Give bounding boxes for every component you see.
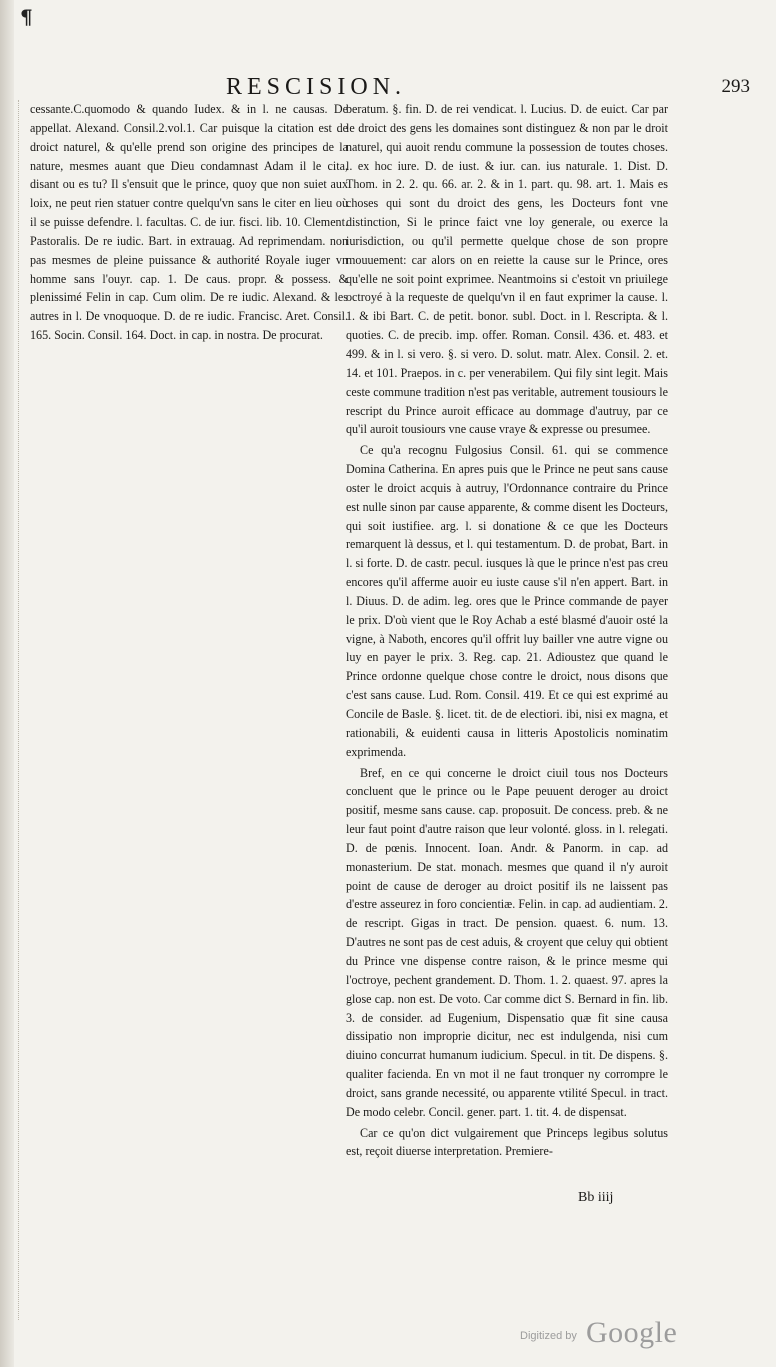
right-paragraph-3: Bref, en ce qui concerne le droict ciuil tous nos Docteurs concluent que le prince ou le Pape peuuent deroger au droict positif, mesme sans cause. cap. proposuit. De concess. preb. & ne leur faut point d'autre raison que leur volonté. gloss. in l. relegati. D. de pœnis. Innocent. Ioan. Andr. & Panorm. in cap. ad monasterium. De stat. monach. mesmes que quand il n'y auroit point de cause de deroger au droict positif ils ne laissent pas d'estre asseurez in foro concientiæ. Felin. in cap. ad audientiam. 2. de rescript. Gigas in tract. De pension. quaest. 6. num. 13. D'autres ne sont pas de cest aduis, & croyent que celuy qui obtient du Prince vne dispense contre raison, & le prince mesme qui l'octroye, pechent grandement. D. Thom. 1. 2. quaest. 97. apres la glose cap. non est. De voto. Car comme dict S. Bernard in fin. lib. 3. de consider. ad Eugenium, Dispensatio quæ fit sine causa dissipatio non improprie dicitur, nec est indulgenda, nisi cum diuino concurrat humanum iudicium. Specul. in tit. De dispens. §. qualiter facienda. En vn mot il ne faut tronquer ny corrompre le droict, sans grande necessité, ou apparente vtilité Specul. in tract. De modo celebr. Concil. gener. part. 1. tit. 4. de dispensat. (346, 765, 668, 1119)
google-logo: Google (585, 1316, 678, 1349)
watermark-prefix: Digitized by (520, 1330, 577, 1342)
running-title: RESCISION. (226, 74, 407, 100)
left-paragraph-1: cessante.C.quomodo & quando Iudex. & in l. ne causas. De appellat. Alexand. Consil.2.vol.1. Car puisque la citation est de droict naturel, & qu'elle prend son origine des principes de la nature, mesmes auant que Dieu condamnast Adam il le cita, disant ou es tu? Il s'ensuit que le prince, quoy que non suiet aux loix, ne peut rien statuer contre quelqu'vn sans le citer en lieu où il se puisse defendre. l. facultas. C. de iur. fisci. lib. 10. Clement. Pastoralis. De re iudic. Bart. in extrauag. Ad reprimendam. non pas mesmes de pleine puissance & authorité Royale iuger vn homme sans l'ouyr. cap. 1. De caus. propr. & possess. & plenissimé Felin in cap. Cum olim. De re iudic. Alexand. & les autres in l. De vnoquoque. D. de re iudic. Francisc. Aret. Consil. 165. Socin. Consil. 164. Doct. in cap. in nostra. De procurat. (30, 102, 348, 343)
signature-mark: Bb iiij (578, 1190, 614, 1205)
right-paragraph-2: Ce qu'a recognu Fulgosius Consil. 61. qui se commence Domina Catherina. En apres puis que le Prince ne peut sans cause oster le droict acquis à autruy, l'Ordonnance contraire du Prince est nulle sinon par cause apparente, & comme disent les Docteurs, qui soit iustifiee. arg. l. si donatione & ce que les Docteurs remarquent là dessus, et l. qui testamentum. D. de probat, Bart. in l. si forte. D. de castr. pecul. iusques là que le prince n'est pas creu encores qu'il afferme auoir eu iuste cause s'il n'en appert. Bart. in l. Diuus. D. de adim. leg. ores que le Prince commande de payer le prix. D'où vient que le Roy Achab a esté blasmé d'auoir osté la vigne, à Naboth, encores qu'il offrit luy bailler vne autre vigne ou luy en payer le prix. 3. Reg. cap. 21. Adioustez que quand le Prince ordonne quelque chose contre le droict, nous disons que c'est sans cause. Lud. Rom. Consil. 419. Et ce qui est exprimé au Concile de Basle. §. licet. tit. de de electiori. ibi, nisi ex magna, et rationabili, & euidenti causa in litteris Apostolicis nominatim exprimenda. (346, 443, 668, 759)
page-number: 293 (721, 76, 750, 97)
corner-mark: ¶ (20, 5, 33, 29)
margin-marks (18, 100, 23, 1320)
right-paragraph-4: Car ce qu'on dict vulgairement que Princeps legibus solutus est, reçoit diuerse interpretation. Premiere- (346, 1125, 668, 1159)
page-gutter (0, 0, 14, 1367)
right-paragraph-1: beratum. §. fin. D. de rei vendicat. l. Lucius. D. de euict. Car par le droict des gens les domaines sont distinguez & non par le droit naturel, qui auoit rendu commune la possession de toutes choses. l. ex hoc iure. D. de iust. & iur. can. ius naturale. 1. Dist. D. Thom. in 2. 2. qu. 66. ar. 2. & in 1. part. qu. 98. art. 1. Mais es choses qui sont du droict des gens, les Docteurs font vne distinction, Si le prince faict vne loy generale, ou exerce la iurisdiction, ou qu'il permette quelque chose de son propre mouuement: car alors on en reiette la cause sur le Prince, ores qu'elle ne soit point exprimee. Neantmoins si c'estoit vn priuilege octroyé à la requeste de quelqu'vn il en faut exprimer la cause. l. 1. & ibi Bart. C. de petit. bonor. subl. Doct. in l. Rescripta. & l. quoties. C. de precib. imp. offer. Roman. Consil. 436. et. 483. et 499. & in l. si vero. §. si vero. D. solut. matr. Alex. Consil. 2. et. 14. et 101. Praepos. in c. per venerabilem. Qui fily sint legit. Mais ceste commune tradition n'est pas veritable, autrement tousiours le rescript du Prince auroit efficace au dommage d'autruy, par ce qu'il auroit tousiours vne cause vraye & expresse ou presumee. (346, 102, 668, 437)
right-column (346, 100, 668, 1161)
left-column (30, 100, 348, 345)
digitized-watermark (520, 1316, 764, 1356)
